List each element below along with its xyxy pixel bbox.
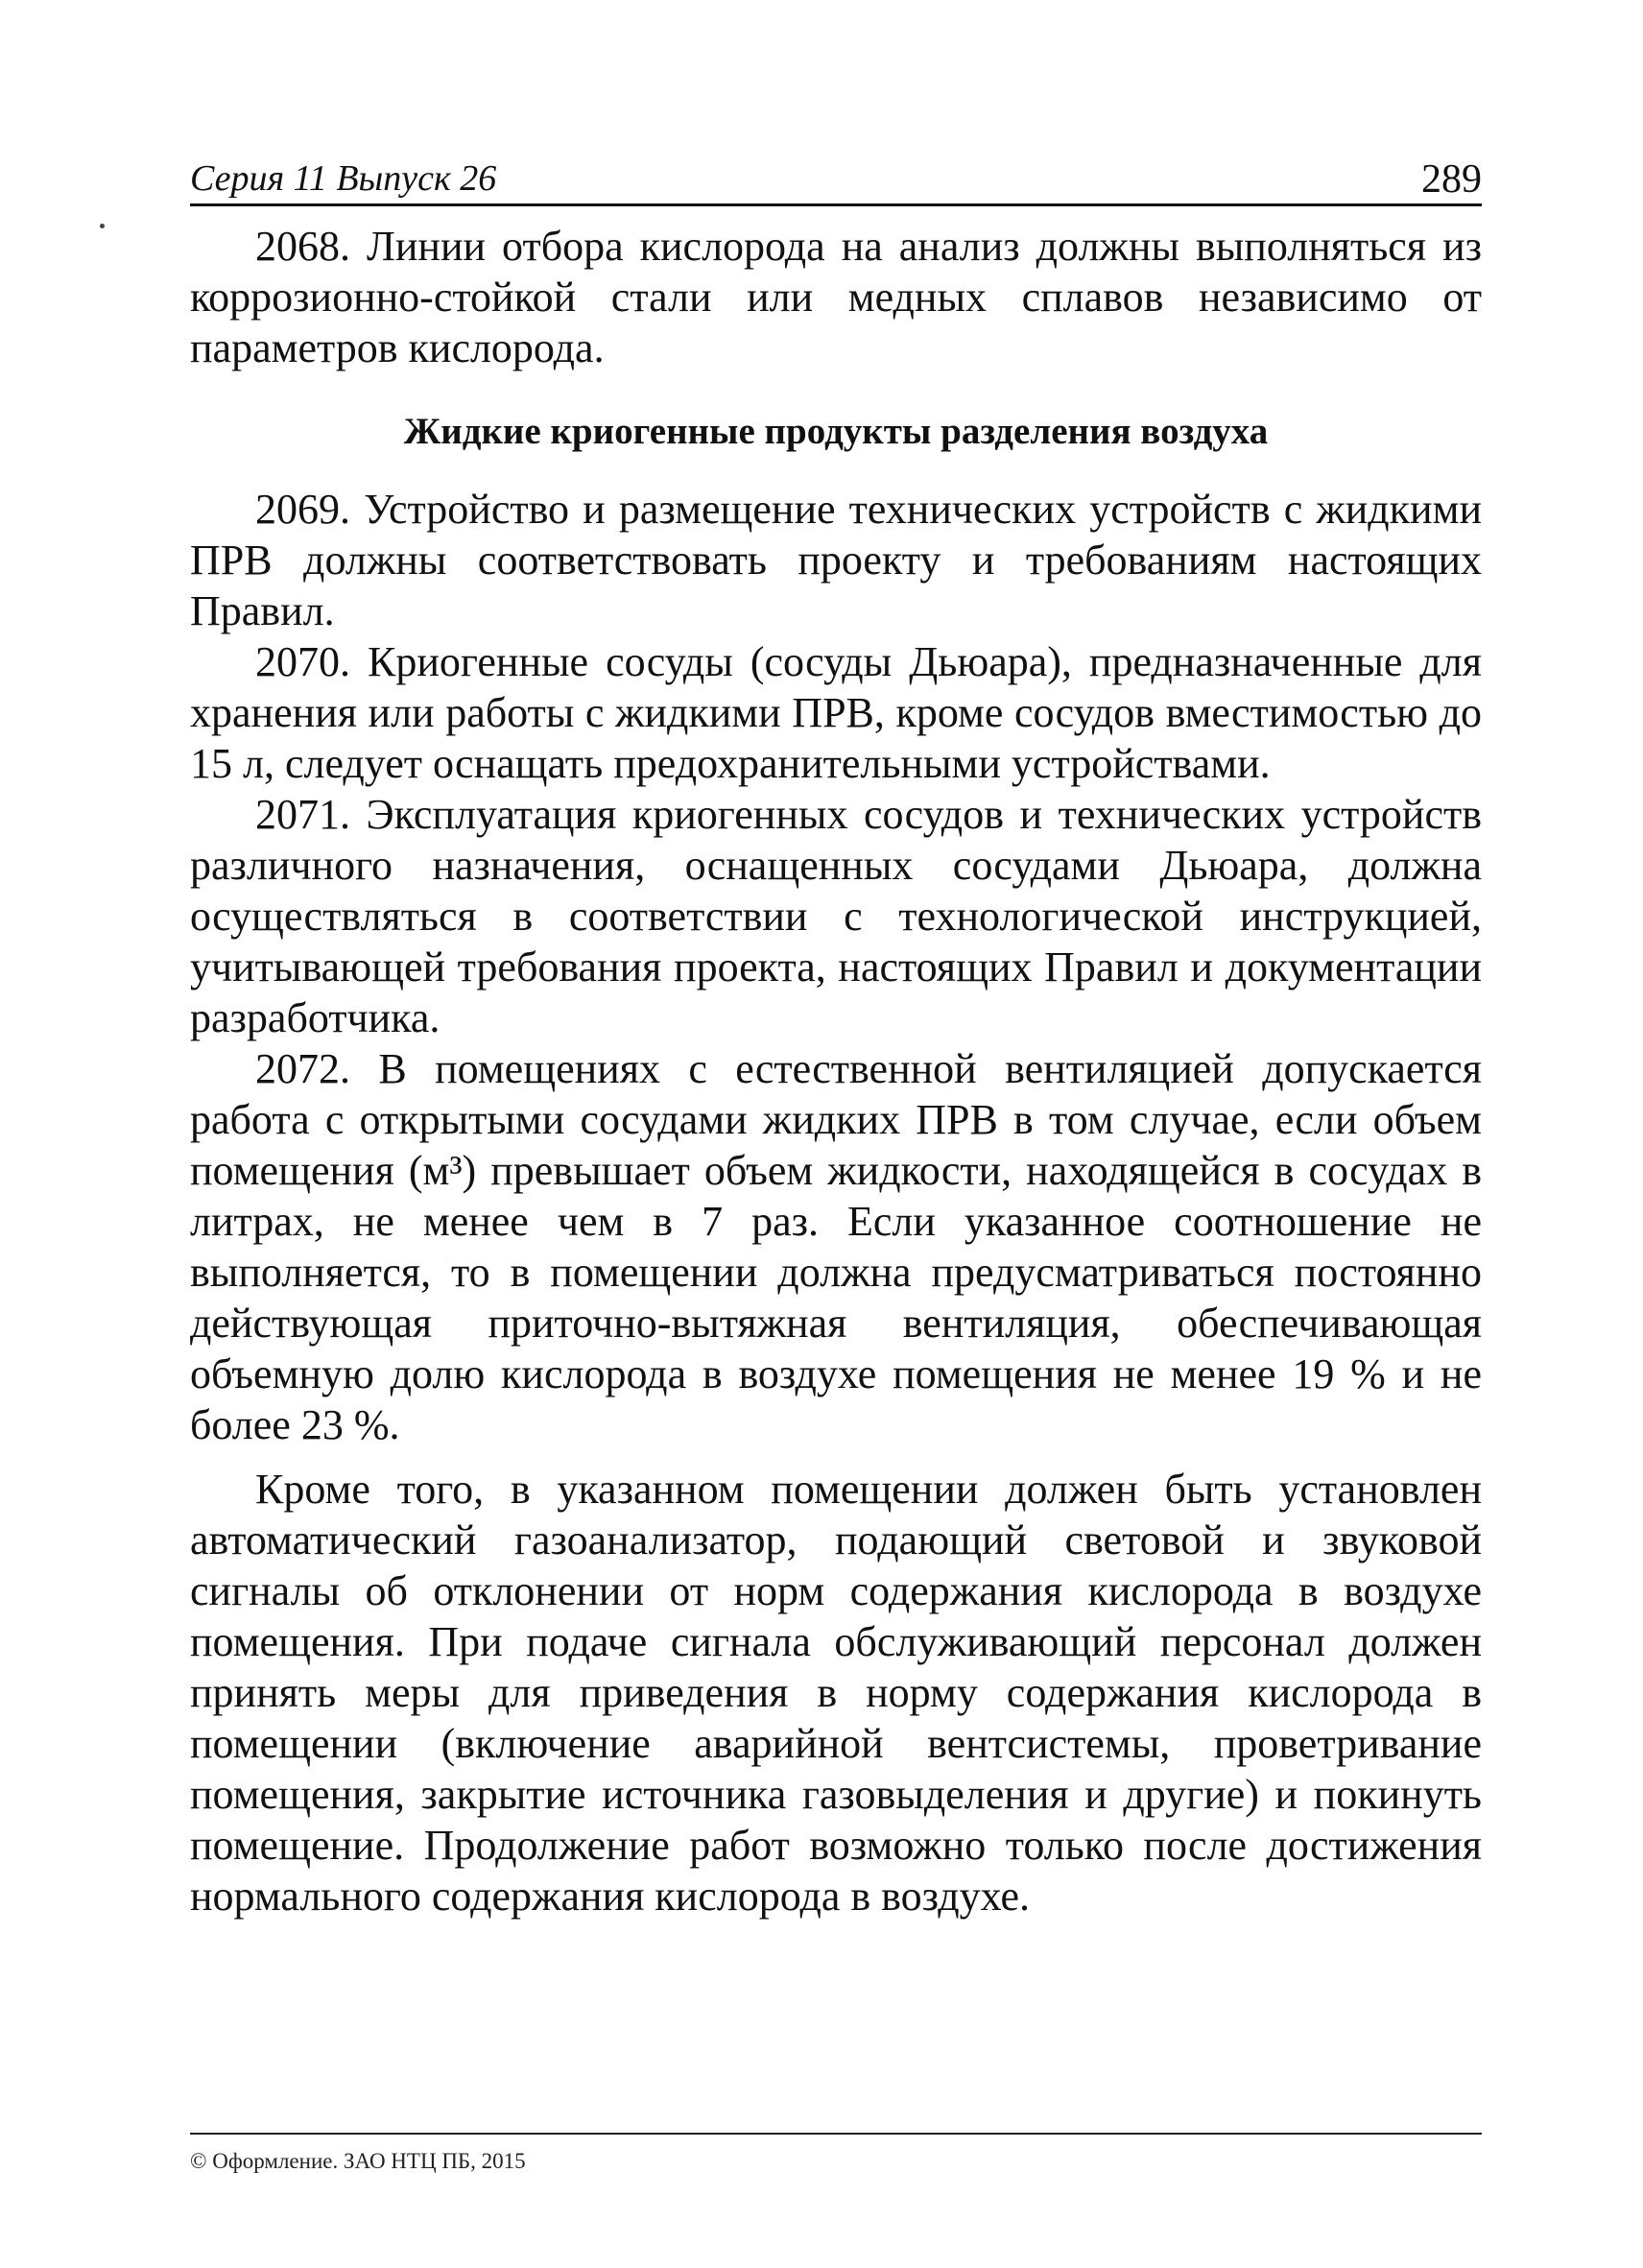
paragraph-2072: 2072. В помещениях с естественной вентиляцией допускается работа с открытыми сосудами жидких ПРВ в том случае, если объем помещения (м³) превышает объем жидкости, находящейся в сосудах в литрах, не менее чем в 7 раз. Если указанное соотношение не выполняется, то в помещении должна предусматриваться постоянно действующая приточно-вытяжная вентиляция, обеспечивающая объемную долю кислорода в воздухе помещения не менее 19 % и не более 23 %. bbox=[190, 1045, 1482, 1448]
scan-speck bbox=[100, 224, 105, 228]
body-text bbox=[190, 221, 1482, 1922]
section-heading: Жидкие криогенные продукты разделения воздуха bbox=[403, 411, 1269, 452]
paragraph-additional: Кроме того, в указанном помещении должен быть установлен автоматический газоанализатор, подающий световой и звуковой сигналы об отклонении от норм содержания кислорода в воздухе помещения. При подаче сигнала обслуживающий персонал должен принять меры для приведения в норму содержания кислорода в помещении (включение аварийной вентсистемы, проветривание помещения, закрытие источника газовыделения и другие) и покинуть помещение. Продолжение работ возможно только после достижения нормального содержания кислорода в воздухе. bbox=[190, 1466, 1482, 1920]
copyright-notice: © Оформление. ЗАО НТЦ ПБ, 2015 bbox=[190, 2149, 526, 2173]
paragraph-2069: 2069. Устройство и размещение технических устройств с жидкими ПРВ должны соответствовать проекту и требованиям настоящих Правил. bbox=[190, 486, 1482, 634]
paragraph-2071: 2071. Эксплуатация криогенных сосудов и технических устройств различного назначения, оснащенных сосудами Дьюара, должна осуществляться в соответствии с технологической инструкцией, учитывающей требования проекта, настоящих Правил и документации разработчика. bbox=[190, 791, 1482, 1041]
running-head: Серия 11 Выпуск 26 bbox=[190, 158, 497, 199]
page-header bbox=[190, 154, 1482, 206]
page-number: 289 bbox=[1421, 157, 1482, 202]
paragraph-2068: 2068. Линии отбора кислорода на анализ должны выполняться из коррозионно-стойкой стали или медных сплавов независимо от параметров кислорода. bbox=[190, 223, 1482, 371]
page-footer bbox=[190, 2133, 1482, 2175]
paragraph-2070: 2070. Криогенные сосуды (сосуды Дьюара), предназначенные для хранения или работы с жидкими ПРВ, кроме сосудов вместимостью до 15 л, следует оснащать предохранительными устройствами. bbox=[190, 638, 1482, 787]
